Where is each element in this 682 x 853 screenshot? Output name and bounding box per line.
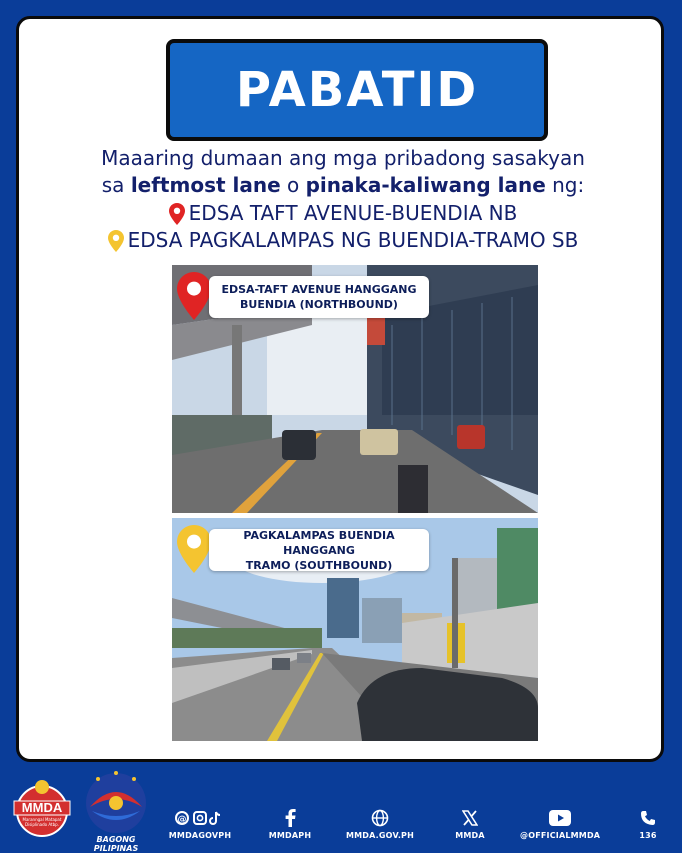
- message-line-1: Maaaring dumaan ang mga pribadong sasakyan: [101, 146, 585, 170]
- globe-icon[interactable]: [340, 807, 420, 829]
- mmda-logo: MMDA Maranngal Matapat Disiplinado Atbp.: [12, 777, 72, 837]
- pinaka-kaliwang-lane-text: pinaka-kaliwang lane: [305, 173, 546, 197]
- location-2: EDSA PAGKALAMPAS NG BUENDIA-TRAMO SB: [39, 227, 647, 254]
- bagong-pilipinas-emblem-icon: [78, 769, 154, 835]
- announcement-card: [16, 16, 664, 762]
- social-item-phone[interactable]: 136: [608, 807, 682, 840]
- facebook-icon[interactable]: [250, 807, 330, 829]
- social-item-mmdagovph[interactable]: @ MMDAGOVPH: [160, 807, 240, 840]
- photo-1-label: EDSA-TAFT AVENUE HANGGANG BUENDIA (NORTHBOUND): [209, 276, 429, 318]
- message-line-2: sa leftmost lane o pinaka-kaliwang lane ng:: [101, 173, 585, 197]
- social-item-youtube[interactable]: @OFFICIALMMDA: [520, 807, 600, 840]
- social-item-x[interactable]: MMDA: [430, 807, 510, 840]
- photo-1-pin-icon: [177, 272, 211, 324]
- social-item-facebook[interactable]: MMDAPH: [250, 807, 330, 840]
- x-icon[interactable]: [430, 807, 510, 829]
- phone-icon[interactable]: [608, 807, 682, 829]
- youtube-icon[interactable]: [520, 807, 600, 829]
- title-banner: [166, 39, 548, 141]
- bagong-pilipinas-logo: BAGONG PILIPINAS: [78, 769, 154, 849]
- yellow-pin-icon: [108, 230, 124, 252]
- location-1: EDSA TAFT AVENUE-BUENDIA NB: [39, 200, 647, 227]
- photo-2-label: PAGKALAMPAS BUENDIA HANGGANG TRAMO (SOUTHBOUND): [209, 529, 429, 571]
- svg-text:@: @: [177, 815, 187, 825]
- page-title: PABATID: [235, 62, 479, 118]
- threads-instagram-tiktok-icon[interactable]: [160, 807, 240, 829]
- red-pin-icon: [169, 203, 185, 225]
- footer: [0, 765, 682, 853]
- social-item-website[interactable]: MMDA.GOV.PH: [340, 807, 420, 840]
- leftmost-lane-text: leftmost lane: [130, 173, 281, 197]
- photo-2-pin-icon: [177, 525, 211, 577]
